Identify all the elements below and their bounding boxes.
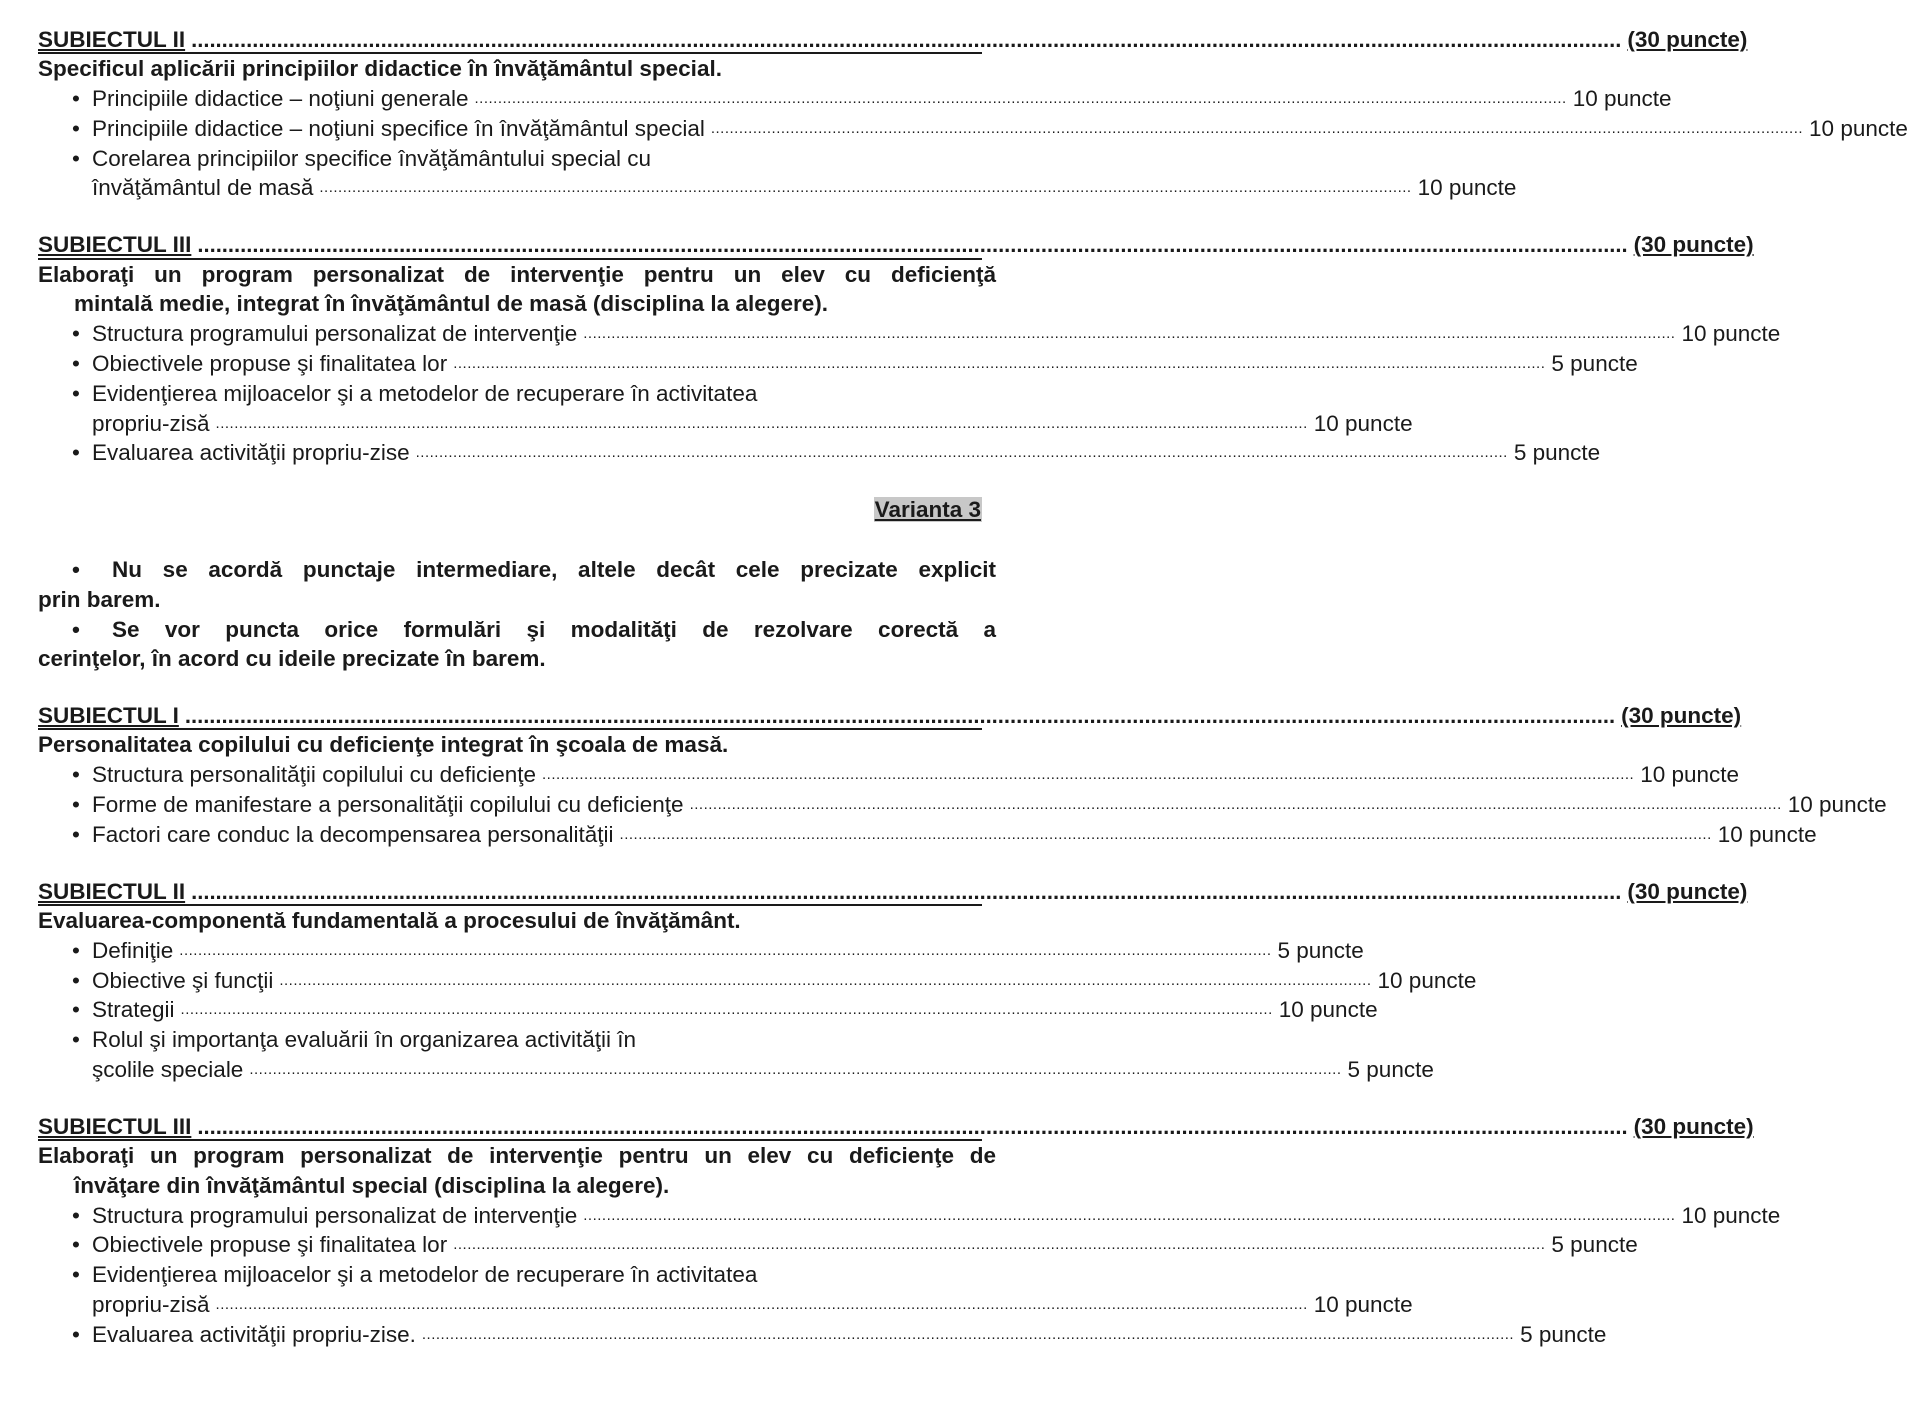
bullet-icon: • xyxy=(72,1027,80,1053)
section-title: Elaboraţi un program personalizat de intervenţie pentru un elev cu deficienţe de xyxy=(38,1143,996,1168)
dot-leader: .......................................................................................................................................................................................................................................... xyxy=(180,1001,1273,1019)
item-label: Definiţie xyxy=(92,937,174,963)
bullet-icon: • xyxy=(72,937,80,963)
bullet-icon: • xyxy=(72,762,80,788)
bullet-icon: • xyxy=(72,350,80,376)
variant-text: Varianta 3 xyxy=(874,497,981,523)
bullet-icon: • xyxy=(72,556,80,582)
bullet-icon: • xyxy=(72,1262,80,1288)
heading-label: SUBIECTUL I xyxy=(38,703,179,729)
item-points: 5 puncte xyxy=(1520,1321,1607,1347)
dot-leader: .......................................................................................................................................................................................................................................... xyxy=(191,878,1622,904)
note-2 xyxy=(38,615,996,645)
item-label: Factori care conduc la decompensarea personalităţii xyxy=(92,821,614,847)
item-label: şcolile speciale xyxy=(92,1056,244,1082)
list-item xyxy=(38,349,1638,379)
item-points: 10 puncte xyxy=(1572,86,1672,112)
variant-label xyxy=(38,495,982,525)
item-label: Principiile didactice – noţiuni generale xyxy=(92,86,469,112)
dot-leader: .......................................................................................................................................................................................................................................... xyxy=(215,1295,1308,1313)
item-label: propriu-zisă xyxy=(92,1291,210,1317)
item-label: Rolul şi importanţa evaluării în organizarea activităţii în xyxy=(92,1027,637,1053)
item-label: Evaluarea activităţii propriu-zise. xyxy=(92,1321,416,1347)
dot-leader: .......................................................................................................................................................................................................................................... xyxy=(319,179,1412,197)
list-item-continuation xyxy=(38,173,1517,203)
bullet-icon: • xyxy=(72,86,80,112)
bullet-icon: • xyxy=(72,145,80,171)
heading-points: (30 puncte) xyxy=(1633,232,1754,258)
section-heading xyxy=(38,1112,1754,1141)
section-title: Elaboraţi un program personalizat de intervenţie pentru un elev cu deficienţă xyxy=(38,261,996,287)
section-title: Specificul aplicării principiilor didactice în învăţământul special. xyxy=(38,56,722,82)
list-item xyxy=(38,995,1378,1025)
dot-leader: .......................................................................................................................................................................................................................................... xyxy=(583,325,1676,343)
heading-label: SUBIECTUL II xyxy=(38,27,186,52)
item-label: Corelarea principiilor specifice învăţământului special cu xyxy=(92,145,652,171)
list-item xyxy=(38,144,982,174)
item-points: 10 puncte xyxy=(1809,115,1908,141)
note-text: Se vor puncta orice formulări şi modalităţi de rezolvare corectă a xyxy=(112,616,996,642)
list-item-continuation xyxy=(38,409,1413,439)
dot-leader: .......................................................................................................................................................................................................................................... xyxy=(415,444,1508,462)
bullet-icon: • xyxy=(72,792,80,818)
bullet-icon: • xyxy=(72,967,80,993)
item-label: Forme de manifestare a personalităţii copilului cu deficienţe xyxy=(92,792,684,818)
list-item xyxy=(38,1230,1638,1260)
list-item xyxy=(38,1025,982,1055)
item-points: 10 puncte xyxy=(1313,1291,1413,1317)
bullet-icon: • xyxy=(72,1202,80,1228)
list-item xyxy=(38,114,1908,144)
note-1-continuation: prin barem. xyxy=(38,586,161,612)
dot-leader: .......................................................................................................................................................................................................................................... xyxy=(279,971,1372,989)
list-item xyxy=(38,84,1672,114)
list-item xyxy=(38,1260,982,1290)
item-points: 5 puncte xyxy=(1277,937,1364,963)
list-item xyxy=(38,438,1601,468)
item-label: Structura programului personalizat de intervenţie xyxy=(92,321,578,347)
list-item xyxy=(38,820,1817,850)
bullet-icon: • xyxy=(72,616,80,642)
section-heading xyxy=(38,25,1748,54)
item-points: 10 puncte xyxy=(1417,175,1517,201)
dot-leader: .......................................................................................................................................................................................................................................... xyxy=(474,90,1567,108)
item-label: Obiectivele propuse şi finalitatea lor xyxy=(92,1232,448,1258)
list-item xyxy=(38,1201,1781,1231)
dot-leader: .......................................................................................................................................................................................................................................... xyxy=(619,825,1712,843)
dot-leader: .......................................................................................................................................................................................................................................... xyxy=(179,941,1272,959)
list-item xyxy=(38,966,1477,996)
list-item xyxy=(38,319,1781,349)
item-label: Obiectivele propuse şi finalitatea lor xyxy=(92,350,448,376)
bullet-icon: • xyxy=(72,321,80,347)
heading-points: (30 puncte) xyxy=(1621,703,1742,729)
note-2-continuation: cerinţelor, în acord cu ideile precizate în barem. xyxy=(38,646,546,672)
heading-points: (30 puncte) xyxy=(1627,27,1748,52)
item-label: Obiective şi funcţii xyxy=(92,967,274,993)
note-text: Nu se acordă punctaje intermediare, altele decât cele precizate explicit xyxy=(112,556,996,582)
note-1 xyxy=(38,555,996,585)
dot-leader: .......................................................................................................................................................................................................................................... xyxy=(249,1060,1342,1078)
section-heading xyxy=(38,230,1754,259)
list-item xyxy=(38,790,1887,820)
list-item xyxy=(38,936,1364,966)
item-points: 5 puncte xyxy=(1551,1232,1638,1258)
bullet-icon: • xyxy=(72,380,80,406)
dot-leader: .......................................................................................................................................................................................................................................... xyxy=(184,703,1616,729)
dot-leader: .......................................................................................................................................................................................................................................... xyxy=(197,232,1628,258)
item-points: 10 puncte xyxy=(1278,997,1378,1023)
item-label: Structura programului personalizat de intervenţie xyxy=(92,1202,578,1228)
item-points: 10 puncte xyxy=(1787,792,1887,818)
bullet-icon: • xyxy=(72,821,80,847)
dot-leader: .......................................................................................................................................................................................................................................... xyxy=(689,796,1782,814)
dot-leader: .......................................................................................................................................................................................................................................... xyxy=(453,1236,1546,1254)
section-title-continuation: mintală medie, integrat în învăţământul de masă (disciplina la alegere). xyxy=(74,291,828,317)
dot-leader: .......................................................................................................................................................................................................................................... xyxy=(453,354,1546,372)
list-item xyxy=(38,1320,1607,1350)
list-item xyxy=(38,760,1740,790)
list-item-continuation xyxy=(38,1290,1413,1320)
section-title: Evaluarea-componentă fundamentală a procesului de învăţământ. xyxy=(38,907,741,933)
heading-label: SUBIECTUL III xyxy=(38,1113,192,1139)
dot-leader: .......................................................................................................................................................................................................................................... xyxy=(542,766,1635,784)
item-points: 10 puncte xyxy=(1377,967,1477,993)
heading-label: SUBIECTUL III xyxy=(38,232,192,258)
item-label: Structura personalităţii copilului cu deficienţe xyxy=(92,762,536,788)
bullet-icon: • xyxy=(72,115,80,141)
document-page xyxy=(38,25,1908,1350)
item-label: Evidenţierea mijloacelor şi a metodelor de recuperare în activitatea xyxy=(92,380,758,406)
dot-leader: .......................................................................................................................................................................................................................................... xyxy=(583,1206,1676,1224)
section-title: Personalitatea copilului cu deficienţe integrat în şcoala de masă. xyxy=(38,732,729,758)
heading-points: (30 puncte) xyxy=(1627,878,1748,904)
dot-leader: .......................................................................................................................................................................................................................................... xyxy=(421,1325,1515,1343)
section-heading xyxy=(38,701,1742,730)
heading-label: SUBIECTUL II xyxy=(38,878,186,904)
bullet-icon: • xyxy=(72,1232,80,1258)
item-points: 5 puncte xyxy=(1551,350,1638,376)
bullet-icon: • xyxy=(72,1321,80,1347)
heading-points: (30 puncte) xyxy=(1633,1113,1754,1139)
dot-leader: .......................................................................................................................................................................................................................................... xyxy=(197,1113,1628,1139)
item-points: 10 puncte xyxy=(1717,821,1817,847)
list-item xyxy=(38,379,982,409)
bullet-icon: • xyxy=(72,440,80,466)
item-label: Strategii xyxy=(92,997,175,1023)
item-label: Principiile didactice – noţiuni specifice în învăţământul special xyxy=(92,115,705,141)
section-heading xyxy=(38,877,1748,906)
item-label: Evidenţierea mijloacelor şi a metodelor de recuperare în activitatea xyxy=(92,1262,758,1288)
item-points: 10 puncte xyxy=(1640,762,1740,788)
item-points: 10 puncte xyxy=(1681,1202,1781,1228)
dot-leader: .......................................................................................................................................................................................................................................... xyxy=(191,27,1622,52)
item-points: 10 puncte xyxy=(1313,410,1413,436)
item-points: 5 puncte xyxy=(1347,1056,1434,1082)
list-item-continuation xyxy=(38,1055,1434,1085)
item-points: 10 puncte xyxy=(1681,321,1781,347)
item-label: propriu-zisă xyxy=(92,410,210,436)
dot-leader: .......................................................................................................................................................................................................................................... xyxy=(215,414,1308,432)
section-title-continuation: învăţare din învăţământul special (disciplina la alegere). xyxy=(74,1172,670,1198)
item-label: învăţământul de masă xyxy=(92,175,314,201)
item-label: Evaluarea activităţii propriu-zise xyxy=(92,440,410,466)
bullet-icon: • xyxy=(72,997,80,1023)
item-points: 5 puncte xyxy=(1513,440,1601,466)
dot-leader: .......................................................................................................................................................................................................................................... xyxy=(710,119,1804,137)
